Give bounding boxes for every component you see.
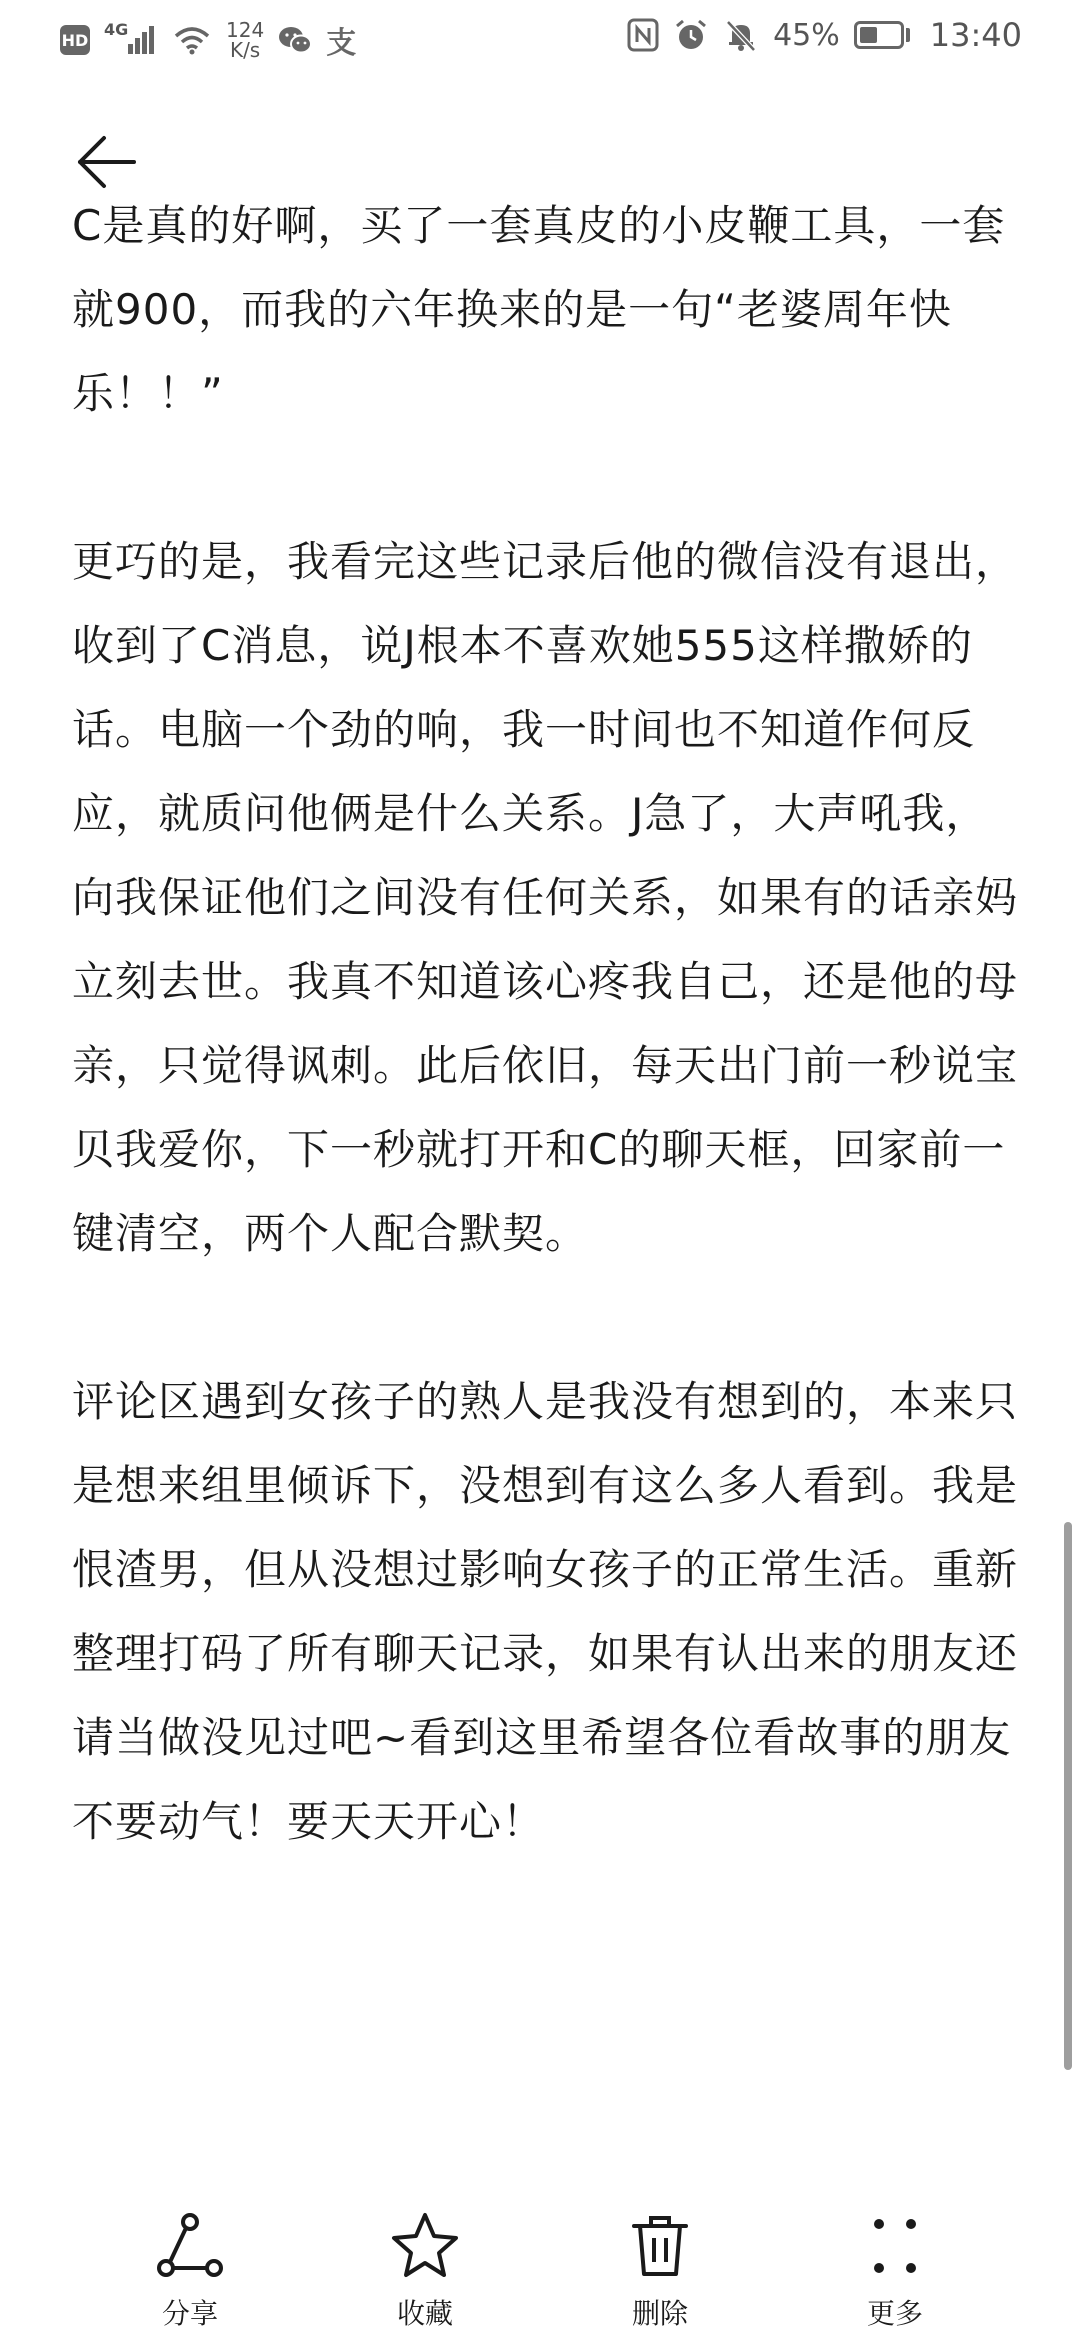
battery-percent: 45%: [773, 17, 840, 53]
hd-icon: HD: [60, 25, 90, 55]
delete-button[interactable]: [570, 2196, 750, 2340]
article-scroll-content: [72, 184, 1022, 1864]
article-paragraph: 评论区遇到女孩子的熟人是我没有想到的，本来只是想来组里倾诉下，没想到有这么多人看到。我是恨渣男，但从没想过影响女孩子的正常生活。重新整理打码了所有聊天记录，如果有认出来的朋友还请当做没见过吧~看到这里希望各位看故事的朋友不要动气！要天天开心！: [72, 1377, 1019, 1846]
signal-icon: [104, 20, 158, 56]
alipay-icon: 支: [326, 26, 357, 61]
trash-icon: [624, 2210, 696, 2282]
wechat-icon: [278, 25, 312, 55]
share-button[interactable]: [100, 2196, 280, 2340]
network-speed: [226, 20, 264, 60]
status-time: 13:40: [929, 16, 1022, 54]
battery-tip: [906, 28, 910, 42]
more-label: 更多: [866, 2297, 923, 2330]
status-bar: [0, 0, 1080, 72]
share-label: 分享: [161, 2297, 218, 2330]
article-paragraph: C是真的好啊，买了一套真皮的小皮鞭工具，一套就900，而我的六年换来的是一句“老婆周年快乐！！”: [72, 201, 1006, 418]
mute-icon: [723, 17, 759, 53]
favorite-button[interactable]: [335, 2196, 515, 2340]
status-left: [60, 18, 356, 62]
nfc-icon: [627, 18, 659, 52]
battery-icon: [854, 21, 904, 49]
favorite-label: 收藏: [396, 2297, 453, 2330]
status-right: [627, 16, 1022, 54]
star-icon: [389, 2210, 461, 2282]
article-body[interactable]: [72, 201, 1022, 2198]
scrollbar[interactable]: [1064, 1522, 1072, 2070]
speed-value: 124: [226, 18, 265, 42]
arrow-left-icon: [74, 134, 138, 190]
network-type: 4G: [104, 20, 129, 39]
article-paragraph: 更巧的是，我看完这些记录后他的微信没有退出，收到了C消息，说J根本不喜欢她555这样撒娇的话。电脑一个劲的响，我一时间也不知道作何反应，就质问他俩是什么关系。J急了，大声吼我，向我保证他们之间没有任何关系，如果有的话亲妈立刻去世。我真不知道该心疼我自己，还是他的母亲，只觉得讽刺。此后依旧，每天出门前一秒说宝贝我爱你，下一秒就打开和C的聊天框，回家前一键清空，两个人配合默契。: [72, 537, 1019, 1258]
alarm-icon: [673, 17, 709, 53]
battery-fill: [860, 27, 877, 43]
bottom-toolbar: [0, 2196, 1080, 2340]
wifi-icon: [172, 24, 212, 56]
share-icon: [154, 2210, 226, 2282]
more-icon: [859, 2210, 931, 2282]
more-button[interactable]: [805, 2196, 985, 2340]
delete-label: 删除: [631, 2297, 688, 2330]
speed-unit: K/s: [229, 38, 261, 62]
